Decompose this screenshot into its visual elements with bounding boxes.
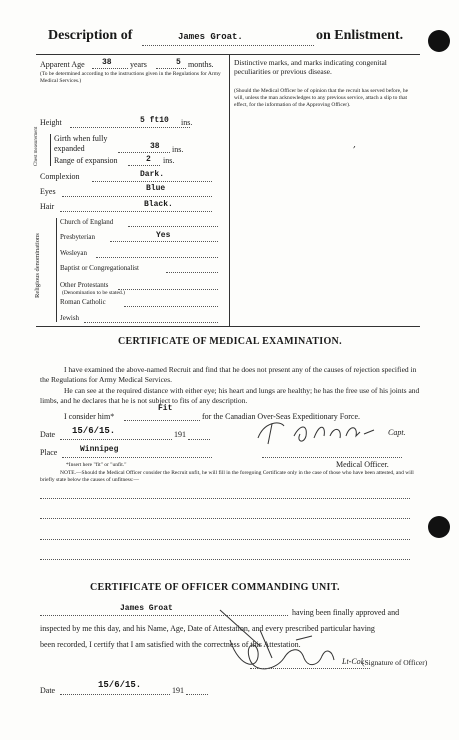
blank-line-4 — [40, 559, 410, 560]
header-suffix: on Enlistment. — [316, 28, 404, 43]
insert-note: *Insert here "fit" or "unfit." — [66, 462, 127, 468]
form-header — [48, 28, 132, 44]
medical-heading: CERTIFICATE OF MEDICAL EXAMINATION. — [118, 336, 342, 347]
range-value: 2 — [146, 155, 151, 164]
chest-brace — [50, 134, 51, 166]
complexion-dots — [92, 181, 212, 182]
commanding-rank: Lt-Col. — [342, 657, 365, 666]
box-top — [36, 54, 420, 55]
height-label: Height — [40, 118, 62, 127]
girth-unit: ins. — [172, 145, 184, 154]
age-months: 5 — [176, 58, 181, 67]
recruit-name: James Groat. — [178, 32, 243, 42]
distinctive-marks-note — [234, 88, 419, 109]
header-prefix: Description of — [48, 28, 133, 43]
age-note — [40, 71, 225, 85]
religion-dots-0 — [128, 226, 218, 227]
consider-label: I consider him* — [64, 412, 115, 421]
commanding-line2: inspected by me this day, and his Name, Age, Date of Attestation, and every prescribed particular having — [40, 624, 375, 633]
commanding-officer-signature — [200, 600, 360, 684]
medical-officer-dots — [262, 457, 402, 458]
pencil-mark: , — [353, 140, 356, 150]
commanding-name: James Groat — [120, 604, 173, 613]
religion-dots-1 — [110, 241, 218, 242]
medical-para1 — [40, 365, 420, 385]
religion-wesleyan: Wesleyan — [60, 249, 88, 257]
age-years: 38 — [102, 58, 112, 67]
religion-side-text: Religious denominations — [34, 233, 41, 298]
hair-label: Hair — [40, 202, 55, 211]
medical-year-prefix: 191 — [174, 430, 186, 439]
religion-dots-6 — [124, 306, 218, 307]
months-label: months. — [188, 60, 214, 69]
religion-baptist: Baptist or Congregationalist — [60, 264, 139, 272]
religion-church-of-england: Church of England — [60, 218, 114, 226]
religion-presbyterian: Presbyterian — [60, 233, 95, 241]
hair-value: Black. — [144, 200, 173, 209]
distinctive-marks-title — [234, 58, 419, 76]
medical-para2 — [40, 386, 420, 406]
blank-line-3 — [40, 539, 410, 540]
punch-hole-bottom — [428, 516, 450, 538]
eyes-label: Eyes — [40, 187, 56, 196]
height-value: 5 ft10 — [140, 116, 169, 125]
chest-side-label — [34, 127, 39, 166]
commanding-date-label: Date — [40, 686, 56, 695]
girth-dots — [118, 152, 170, 153]
header-dots — [142, 45, 314, 46]
years-label: years — [130, 60, 147, 69]
medical-date-dots — [60, 439, 172, 440]
height-dots — [70, 127, 190, 128]
blank-line-2 — [40, 518, 410, 519]
religion-roman-catholic: Roman Catholic — [60, 298, 106, 306]
medical-officer-rank: Capt. — [388, 428, 406, 437]
hair-dots — [60, 211, 212, 212]
height-unit: ins. — [181, 118, 193, 127]
religion-jewish: Jewish — [60, 314, 80, 322]
fit-value: Fit — [158, 404, 173, 413]
range-unit: ins. — [163, 156, 175, 165]
religion-other-protestants: Other Protestants — [60, 281, 109, 289]
eyes-value: Blue — [146, 184, 166, 193]
age-years-dots — [92, 68, 128, 69]
religion-dots-2 — [96, 257, 218, 258]
blank-line-1 — [40, 498, 410, 499]
religion-presbyterian-value: Yes — [156, 231, 171, 240]
medical-year-dots — [188, 439, 210, 440]
medical-date-value: 15/6/15. — [72, 426, 116, 436]
signature-of-officer-label: (Signature of Officer) — [362, 658, 428, 667]
place-value: Winnipeg — [80, 445, 119, 454]
unfit-note — [40, 470, 420, 484]
girth-label — [54, 134, 134, 154]
age-label: Apparent Age — [40, 60, 85, 69]
medical-officer-signature — [250, 414, 390, 450]
commanding-year-dots — [186, 694, 208, 695]
range-dots — [128, 165, 160, 166]
girth-label-text: Girth when fully expanded — [54, 134, 108, 153]
religion-side-label — [34, 233, 41, 298]
medical-para1-text: I have examined the above-named Recruit and find that he does not present any of the causes of rejection specified in the Regulations for Army Medical Services. — [40, 365, 417, 384]
religion-dots-3 — [166, 272, 218, 273]
commanding-heading: CERTIFICATE OF OFFICER COMMANDING UNIT. — [90, 582, 340, 593]
place-label: Place — [40, 448, 58, 457]
complexion-label: Complexion — [40, 172, 80, 181]
age-note-text: (To be determined according to the instructions given in the Regulations for Army Medical Services.) — [40, 71, 221, 84]
distinctive-marks-note-text: (Should the Medical Officer be of opinion that the recruit has served before, he will, unless the man acknowledges to any previous service, attach a slip to that effect, for the information of the Approving Officer). — [234, 88, 409, 108]
commanding-date-value: 15/6/15. — [98, 680, 142, 690]
for-cef: for the Canadian Over-Seas Expeditionary Force. — [202, 412, 361, 421]
commanding-line3: been recorded, I certify that I am satisfied with the correctness of this Attestation. — [40, 640, 301, 649]
medical-date-label: Date — [40, 430, 56, 439]
girth-value: 38 — [150, 142, 160, 151]
medical-officer-label: Medical Officer. — [336, 460, 389, 469]
religion-brace — [56, 218, 57, 322]
consider-dots — [124, 420, 200, 421]
distinctive-marks-title-text: Distinctive marks, and marks indicating congenital peculiarities or previous disease. — [234, 58, 387, 76]
eyes-dots — [62, 196, 212, 197]
punch-hole-top — [428, 30, 450, 52]
box-bottom — [36, 326, 420, 327]
chest-side-text: Chest measurement — [34, 126, 39, 166]
commanding-line1: having been finally approved and — [292, 608, 400, 617]
commanding-year-prefix: 191 — [172, 686, 184, 695]
commanding-date-dots — [60, 694, 170, 695]
religion-dots-4 — [118, 289, 218, 290]
complexion-value: Dark. — [140, 170, 165, 179]
age-months-dots — [156, 68, 186, 69]
religion-dots-7 — [84, 322, 218, 323]
medical-para2-text: He can see at the required distance with either eye; his heart and lungs are healthy; he has the free use of his joints and limbs, and he declares that he is not subject to fits of any description. — [40, 386, 420, 405]
religion-denomination-note: (Denomination to be stated.) — [62, 290, 125, 296]
unfit-note-text: NOTE.—Should the Medical Officer consider the Recruit unfit, he will fill in the foregoing Certificate only in the case of those who have been attested, and will briefly state below the causes of unfitness:— — [40, 470, 414, 483]
range-label: Range of expansion — [54, 156, 118, 165]
commanding-sig-dots — [250, 668, 370, 669]
box-divider — [229, 54, 230, 326]
place-dots — [62, 457, 212, 458]
